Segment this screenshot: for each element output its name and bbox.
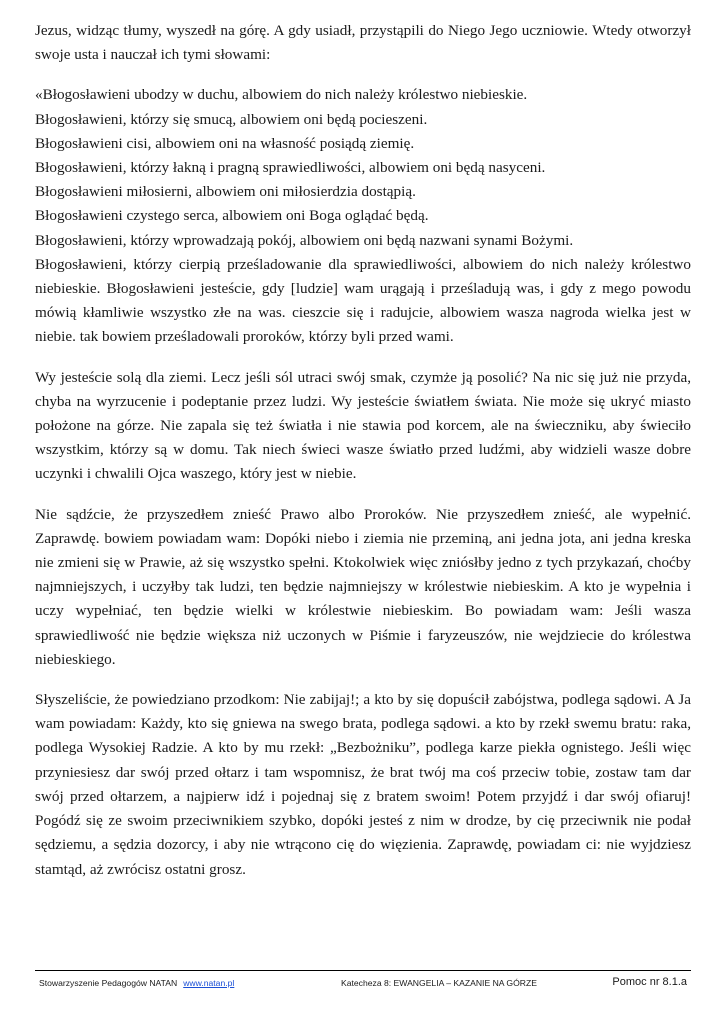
anger-paragraph: Słyszeliście, że powiedziano przodkom: Nie zabijaj!; a kto by się dopuścił zabójstwa, podlega sądowi. A Ja wam powiadam: Każdy, kto się gniewa na swego brata, podlega sądowi. a kto by rzekł swemu bratu: raka, podlega Wysokiej Radzie. A kto by mu rzekł: „Bezbożniku”, podlega karze piekła ognistego. Jeśli więc przyniesiesz dar swój przed ołtarz i tam wspomnisz, że brat twój ma coś przeciw tobie, zostaw tam dar swój przed ołtarzem, a najpierw idź i pojednaj się z bratem swoim! Potem przyjdź i dar swój ofiaruj! Pogódź się ze swoim przeciwnikiem szybko, dopóki jesteś z nim w drodze, by cię przeciwnik nie podał sędziemu, a sędzia dozorcy, i aby nie wtrącono cię do więzienia. Zaprawdę, powiadam ci: nie wyjdziesz stamtąd, aż zwrócisz ostatni grosz. — [35, 691, 691, 878]
beatitudes-paragraph — [35, 83, 691, 349]
beatitude-line: Błogosławieni, którzy wprowadzają pokój, albowiem oni będą nazwani synami Bożymi. — [35, 231, 574, 249]
beatitude-line: Błogosławieni miłosierni, albowiem oni miłosierdzia dostąpią. — [35, 183, 416, 201]
beatitude-line: Błogosławieni, którzy łakną i pragną sprawiedliwości, albowiem oni będą nasyceni. — [35, 159, 546, 177]
document-body — [35, 19, 691, 882]
beatitude-line: «Błogosławieni ubodzy w duchu, albowiem do nich należy królestwo niebieskie. — [35, 86, 528, 104]
beatitude-line: Błogosławieni czystego serca, albowiem oni Boga oglądać będą. — [35, 207, 429, 225]
footer-aid-number: Pomoc nr 8.1.a — [612, 976, 687, 988]
beatitude-line: Błogosławieni, którzy się smucą, albowiem oni będą pocieszeni. — [35, 110, 428, 128]
salt-light-paragraph: Wy jesteście solą dla ziemi. Lecz jeśli sól utraci swój smak, czymże ją posolić? Na nic się już nie przyda, chyba na wyrzucenie i podeptanie przez ludzi. Wy jesteście światłem świata. Nie może się ukryć miasto położone na górze. Nie zapala się też światła i nie stawia pod korcem, ale na świeczniku, aby świeciło wszystkim, którzy są w domu. Tak niech świeci wasze światło przed ludźmi, aby widzieli wasze dobre uczynki i chwalili Ojca waszego, który jest w niebie. — [35, 368, 691, 483]
beatitude-line: Błogosławieni, którzy cierpią prześladowanie dla sprawiedliwości, albowiem do nich należy królestwo niebieskie. Błogosławieni jesteście, gdy [ludzie] wam urągają i prześladują was, i gdy z mego powodu mówią kłamliwie wszystko złe na was. cieszcie się i radujcie, albowiem wasza nagroda wielka jest w niebie. tak bowiem prześladowali proroków, którzy byli przed wami. — [35, 255, 691, 346]
beatitude-line: Błogosławieni cisi, albowiem oni na własność posiądą ziemię. — [35, 134, 415, 152]
organization-name: Stowarzyszenie Pedagogów NATAN — [39, 978, 178, 988]
website-link[interactable]: www.natan.pl — [183, 978, 235, 988]
page-footer — [35, 970, 691, 993]
law-paragraph: Nie sądźcie, że przyszedłem znieść Prawo albo Proroków. Nie przyszedłem znieść, ale wypełnić. Zaprawdę. bowiem powiadam wam: Dopóki niebo i ziemia nie przeminą, ani jedna jota, ani jedna kreska nie zmieni się w Prawie, aż się wszystko spełni. Ktokolwiek więc zniósłby jedno z tych przykazań, choćby najmniejszych, i uczyłby tak ludzi, ten będzie najmniejszy w królestwie niebieskim. A kto je wypełnia i uczy wypełniać, ten będzie wielki w królestwie niebieskim. Bo powiadam wam: Jeśli wasza sprawiedliwość nie będzie większa niż uczonych w Piśmie i faryzeuszów, nie wejdziecie do królestwa niebieskiego. — [35, 505, 691, 668]
footer-organization — [39, 978, 234, 988]
intro-paragraph: Jezus, widząc tłumy, wyszedł na górę. A gdy usiadł, przystąpili do Niego Jego uczniowie. Wtedy otworzył swoje usta i nauczał ich tymi słowami: — [35, 22, 691, 64]
footer-catechesis-title: Katecheza 8: EWANGELIA – KAZANIE NA GÓRZE — [341, 978, 537, 988]
